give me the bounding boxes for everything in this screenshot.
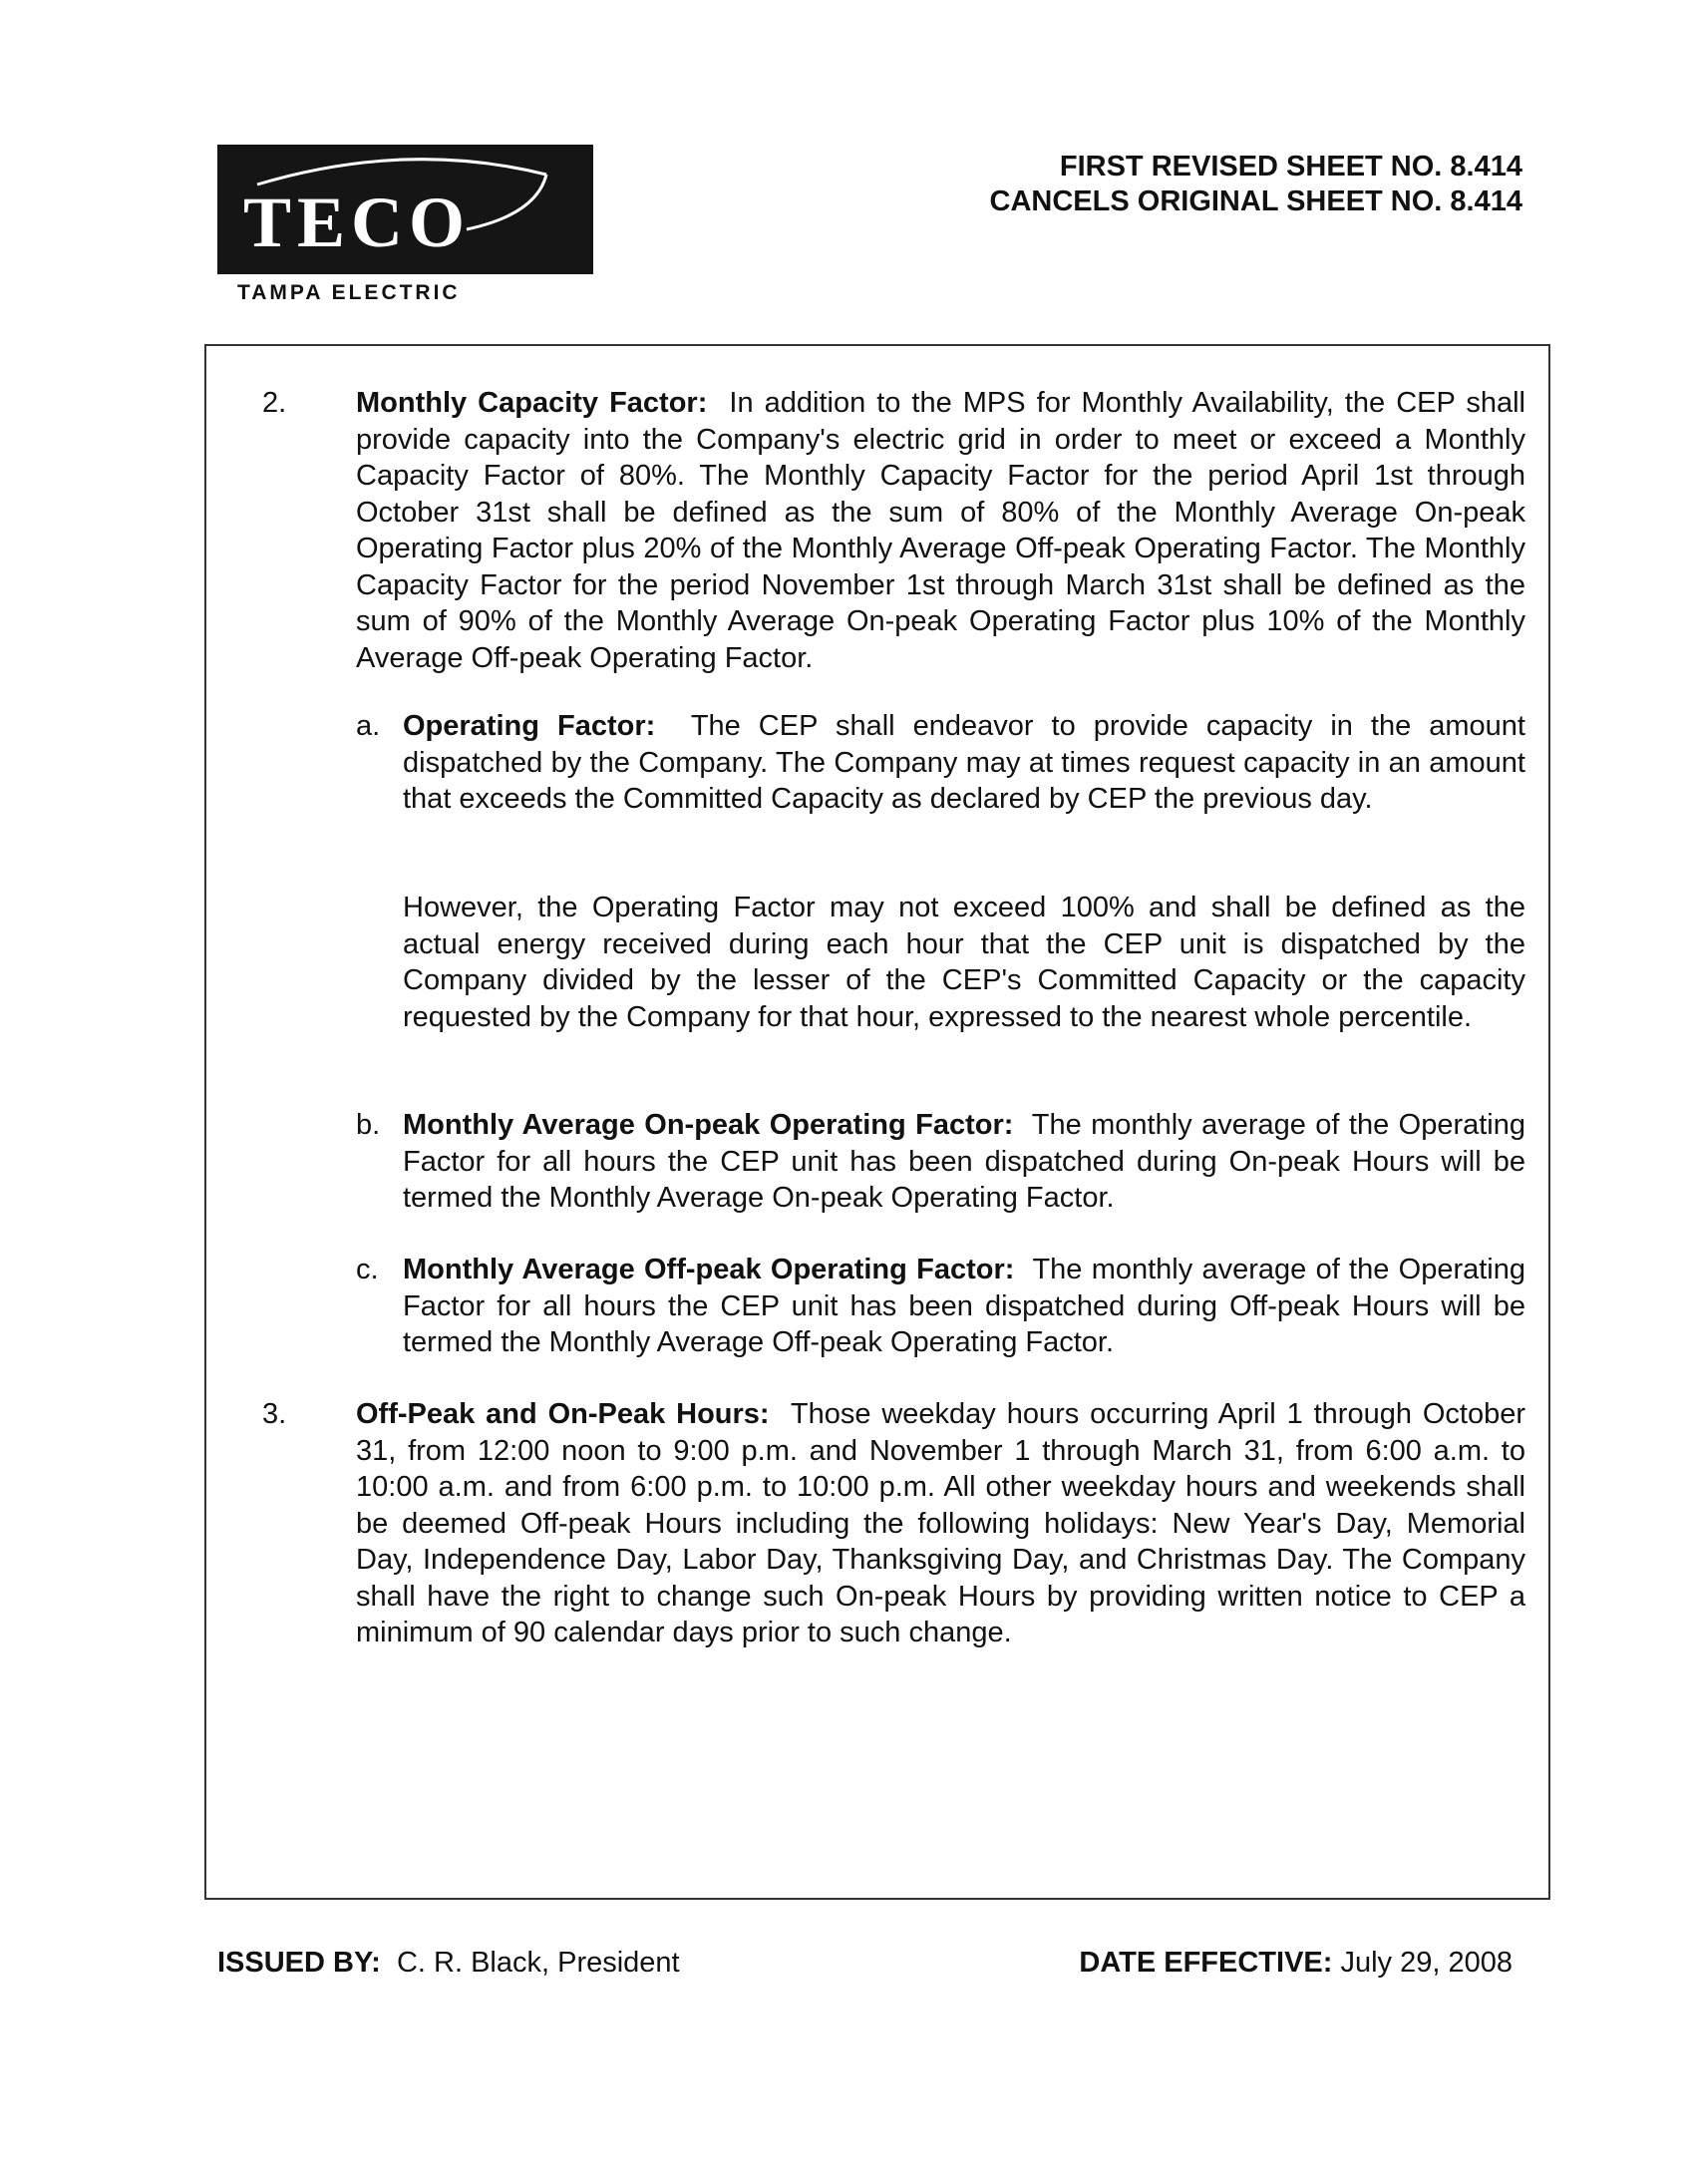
section-title: Off-Peak and On-Peak Hours: (356, 1398, 770, 1430)
subsection-text: The monthly average of the Operating Factor for all hours the CEP unit has been dispatched during On-peak Hours will be termed the Monthly Average On-peak Operating Factor. (403, 1109, 1526, 1214)
logo-subtitle: TAMPA ELECTRIC (237, 281, 461, 304)
issued-by (217, 1945, 680, 1981)
sheet-number-line: FIRST REVISED SHEET NO. 8.414 (1059, 151, 1522, 182)
section-text: In addition to the MPS for Monthly Availability, the CEP shall provide capacity into the Company's electric grid in order to meet or exceed a Monthly Capacity Factor of 80%. The Monthly Capacity Factor for the period April 1st through October 31st shall be defined as the sum of 80% of the Monthly Average On-peak Operating Factor plus 20% of the Monthly Average Off-peak Operating Factor. The Monthly Capacity Factor for the period November 1st through March 31st shall be defined as the sum of 90% of the Monthly Average On-peak Operating Factor plus 10% of the Monthly Average Off-peak Operating Factor. (356, 387, 1525, 674)
subsection-letter: c. (356, 1254, 379, 1285)
issued-by-label: ISSUED BY: (217, 1947, 381, 1979)
date-effective-label: DATE EFFECTIVE: (1079, 1947, 1333, 1979)
subsection-title: Operating Factor: (403, 710, 656, 742)
section-number: 2. (262, 387, 287, 419)
subsection-letter: a. (356, 710, 381, 742)
subsection-title: Monthly Average On-peak Operating Factor: (403, 1109, 1014, 1141)
section-peak-hours (356, 1396, 1525, 1651)
date-effective (1079, 1945, 1513, 1981)
section-number: 3. (262, 1398, 287, 1430)
section-title: Monthly Capacity Factor: (356, 387, 708, 419)
subsection-on-peak-operating-factor (403, 1107, 1525, 1217)
subsection-text: The CEP shall endeavor to provide capacity in the amount dispatched by the Company. The Company may at times request capacity in an amount that exceeds the Committed Capacity as declared by CEP the previous day. (403, 710, 1525, 815)
sheet-header (990, 150, 1522, 219)
cancels-sheet-line: CANCELS ORIGINAL SHEET NO. 8.414 (989, 185, 1522, 217)
date-effective-value: July 29, 2008 (1340, 1947, 1513, 1979)
subsection-letter: b. (356, 1109, 381, 1141)
subsection-off-peak-operating-factor (403, 1252, 1525, 1361)
section-text: Those weekday hours occurring April 1 through October 31, from 12:00 noon to 9:00 p.m. and November 1 through March 31, from 6:00 a.m. to 10:00 a.m. and from 6:00 p.m. to 10:00 p.m. All other weekday hours and weekends shall be deemed Off-peak Hours including the following holidays: New Year's Day, Memorial Day, Independence Day, Labor Day, Thanksgiving Day, and Christmas Day. The Company shall have the right to change such On-peak Hours by providing written notice to CEP a minimum of 90 calendar days prior to such change. (356, 1398, 1526, 1648)
section-monthly-capacity-factor (356, 385, 1525, 676)
teco-logo (217, 145, 593, 274)
subsection-text: The monthly average of the Operating Factor for all hours the CEP unit has been dispatched during Off-peak Hours will be termed the Monthly Average Off-peak Operating Factor. (403, 1254, 1525, 1358)
subsection-operating-factor-continued: However, the Operating Factor may not exceed 100% and shall be defined as the actual energy received during each hour that the CEP unit is dispatched by the Company divided by the lesser of the CEP's Committed Capacity or the capacity requested by the Company for that hour, expressed to the nearest whole percentile. (403, 892, 1525, 1033)
subsection-title: Monthly Average Off-peak Operating Factor: (403, 1254, 1015, 1285)
subsection-operating-factor (403, 708, 1525, 818)
issued-by-value: C. R. Black, President (396, 1947, 680, 1979)
logo-wordmark: TECO (243, 182, 472, 262)
